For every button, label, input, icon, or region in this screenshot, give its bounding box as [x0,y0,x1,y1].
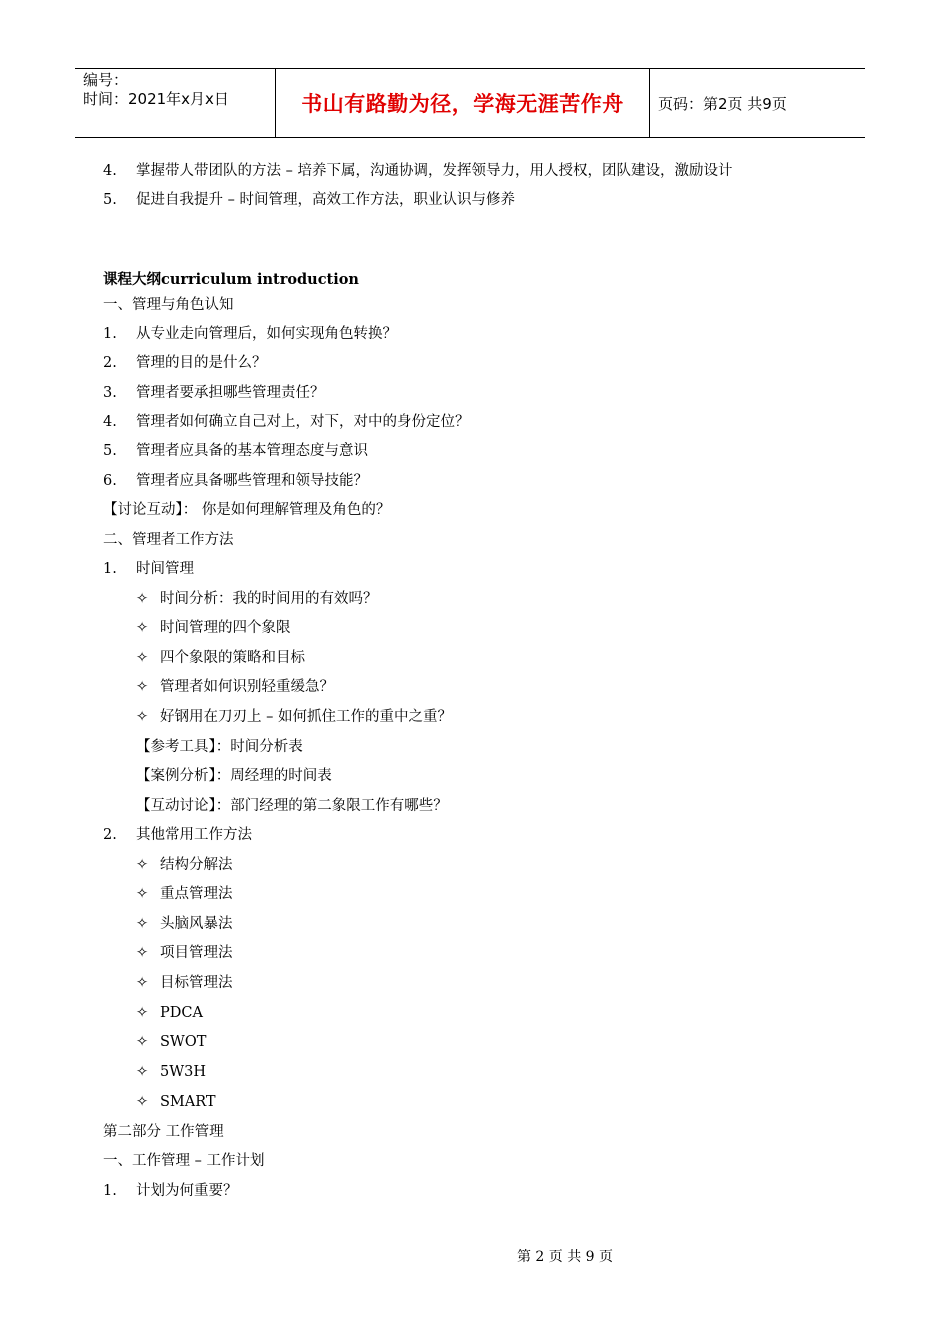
item-text: 管理的目的是什么？ [136,355,267,371]
header-motto-cell [276,69,650,137]
bullet-icon: ✧ [136,886,149,902]
item-text: 促进自我提升 – 时间管理，高效工作方法，职业认识与修养 [136,192,515,208]
bullet-icon: ✧ [136,709,149,725]
motto: 书山有路勤为径，学海无涯苦作舟 [301,92,624,116]
item-text: 管理者要承担哪些管理责任？ [136,385,325,401]
item-text: 管理者如何确立自己对上，对下，对中的身份定位？ [136,414,470,430]
item-text: 计划为何重要？ [136,1183,238,1199]
item-text: 掌握带人带团队的方法 – 培养下属，沟通协调，发挥领导力，用人授权，团队建设，激励设计 [136,163,733,179]
bullet-icon: ✧ [136,975,149,991]
item-number: 5. [103,443,117,459]
item-number: 5. [103,192,117,208]
bullet-icon: ✧ [136,620,149,636]
item-text: 从专业走向管理后，如何实现角色转换？ [136,326,397,342]
item-text: 管理者应具备哪些管理和领导技能？ [136,473,368,489]
bullet-icon: ✧ [136,945,149,961]
item-number: 2. [103,355,117,371]
item-number: 4. [103,163,117,179]
item-number: 3. [103,385,117,401]
item-text: 时间管理 [136,561,194,577]
bullet-icon: ✧ [136,650,149,666]
bullet-text: 头脑风暴法 [160,916,233,932]
bullet-text: 重点管理法 [160,886,233,902]
item-number: 1. [103,1183,117,1199]
bullet-text: PDCA [160,1005,203,1021]
bullet-icon: ✧ [136,916,149,932]
bullet-text: 时间分析：我的时间用的有效吗？ [160,591,378,607]
time-label: 时间：2021年x月x日 [83,90,229,108]
bullet-text: SMART [160,1094,216,1110]
bullet-text: 四个象限的策略和目标 [160,650,305,666]
bullet-text: 结构分解法 [160,857,233,873]
bullet-text: 项目管理法 [160,945,233,961]
item-text: 管理者应具备的基本管理态度与意识 [136,443,368,459]
document-header [75,68,865,138]
header-meta-cell [75,69,276,137]
bullet-text: 目标管理法 [160,975,233,991]
page-footer [0,1246,950,1266]
bullet-icon: ✧ [136,857,149,873]
number-label: 编号： [83,71,129,89]
bullet-icon: ✧ [136,591,149,607]
bullet-text: 好钢用在刀刃上 – 如何抓住工作的重中之重？ [160,709,452,725]
bullet-icon: ✧ [136,1064,149,1080]
header-page-cell [650,69,865,137]
page-code: 页码：第2页 共9页 [658,94,787,113]
bullet-text: 管理者如何识别轻重缓急？ [160,679,334,695]
item-text: 其他常用工作方法 [136,827,252,843]
bullet-icon: ✧ [136,679,149,695]
bullet-text: 5W3H [160,1064,206,1080]
bullet-text: SWOT [160,1034,207,1050]
item-number: 1. [103,561,117,577]
item-number: 2. [103,827,117,843]
bullet-icon: ✧ [136,1034,149,1050]
item-number: 1. [103,326,117,342]
footer-page-number: 第 2 页 共 9 页 [516,1249,614,1265]
bullet-icon: ✧ [136,1005,149,1021]
item-number: 6. [103,473,117,489]
item-number: 4. [103,414,117,430]
bullet-text: 时间管理的四个象限 [160,620,291,636]
bullet-icon: ✧ [136,1094,149,1110]
